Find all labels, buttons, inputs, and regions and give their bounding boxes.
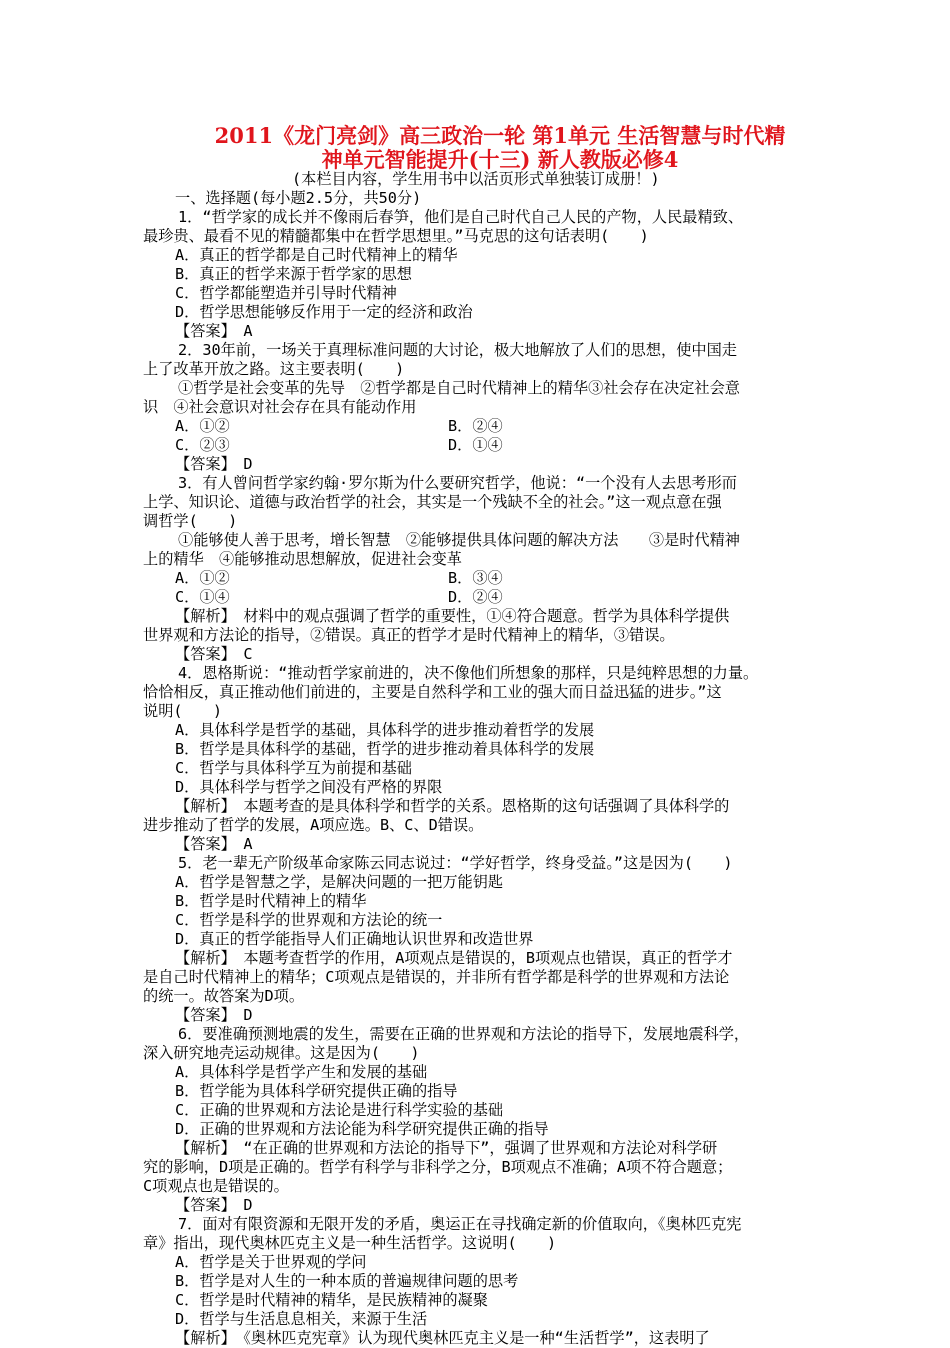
- section-heading: 一、选择题(每小题2.5分，共50分): [175, 189, 422, 207]
- option-d: D．①④: [448, 436, 503, 454]
- option-line: B．哲学是具体科学的基础，哲学的进步推动着具体科学的发展: [175, 740, 595, 758]
- question-6-line: 深入研究地壳运动规律。这是因为( ): [143, 1044, 420, 1062]
- option-line: D．哲学思想能够反作用于一定的经济和政治: [175, 303, 473, 321]
- option-a: A．①②: [175, 569, 230, 587]
- option-line: C．哲学与具体科学互为前提和基础: [175, 759, 412, 777]
- question-2-line: 上了改革开放之路。这主要表明( ): [143, 360, 405, 378]
- option-line: D．哲学与生活息息相关，来源于生活: [175, 1310, 428, 1328]
- analysis-line: 【解析】 材料中的观点强调了哲学的重要性，①④符合题意。哲学为具体科学提供: [175, 607, 730, 625]
- option-line: B．哲学是对人生的一种本质的普遍规律问题的思考: [175, 1272, 519, 1290]
- option-b: B．②④: [448, 417, 503, 435]
- answer-line: 【答案】 C: [175, 645, 253, 663]
- question-2-line: 2．30年前，一场关于真理标准问题的大讨论，极大地解放了人们的思想，使中国走: [178, 341, 737, 359]
- question-3-line: 3．有人曾问哲学家约翰·罗尔斯为什么要研究哲学，他说：“一个没有人去思考形而: [178, 474, 737, 492]
- option-line: B．真正的哲学来源于哲学家的思想: [175, 265, 412, 283]
- analysis-line: 【解析】 本题考查的是具体科学和哲学的关系。恩格斯的这句话强调了具体科学的: [175, 797, 730, 815]
- option-line: D．真正的哲学能指导人们正确地认识世界和改造世界: [175, 930, 534, 948]
- question-3-line: 调哲学( ): [143, 512, 238, 530]
- analysis-line: 进步推动了哲学的发展，A项应选。B、C、D错误。: [143, 816, 484, 834]
- analysis-line: 【解析】 《奥林匹克宪章》认为现代奥林匹克主义是一种“生活哲学”，这表明了: [175, 1329, 710, 1347]
- option-c: C．②③: [175, 436, 230, 454]
- question-4-line: 恰恰相反，真正推动他们前进的，主要是自然科学和工业的强大而日益迅猛的进步。”这: [143, 683, 722, 701]
- answer-line: 【答案】 A: [175, 835, 253, 853]
- option-b: B．③④: [448, 569, 503, 587]
- question-2-line: 识 ④社会意识对社会存在具有能动作用: [143, 398, 417, 416]
- option-line: C．哲学是科学的世界观和方法论的统一: [175, 911, 443, 929]
- question-3-line: 上学、知识论、道德与政治哲学的社会，其实是一个残缺不全的社会。”这一观点意在强: [143, 493, 722, 511]
- option-line: B．哲学能为具体科学研究提供正确的指导: [175, 1082, 458, 1100]
- option-line: C．哲学是时代精神的精华，是民族精神的凝聚: [175, 1291, 488, 1309]
- option-d: D．②④: [448, 588, 503, 606]
- option-line: D．正确的世界观和方法论能为科学研究提供正确的指导: [175, 1120, 549, 1138]
- option-a: A．①②: [175, 417, 230, 435]
- answer-line: 【答案】 A: [175, 322, 253, 340]
- option-line: D．具体科学与哲学之间没有严格的界限: [175, 778, 443, 796]
- question-7-line: 章》指出，现代奥林匹克主义是一种生活哲学。这说明( ): [143, 1234, 557, 1252]
- document-title-line2: 神单元智能提升(十三) 新人教版必修4: [321, 147, 679, 172]
- option-line: C．正确的世界观和方法论是进行科学实验的基础: [175, 1101, 504, 1119]
- analysis-line: 【解析】 “在正确的世界观和方法论的指导下”，强调了世界观和方法论对科学研: [175, 1139, 718, 1157]
- question-2-line: ①哲学是社会变革的先导 ②哲学都是自己时代精神上的精华③社会存在决定社会意: [178, 379, 740, 397]
- answer-line: 【答案】 D: [175, 1196, 253, 1214]
- option-line: A．哲学是智慧之学，是解决问题的一把万能钥匙: [175, 873, 504, 891]
- option-line: A．哲学是关于世界观的学问: [175, 1253, 367, 1271]
- analysis-line: 究的影响，D项是正确的。哲学有科学与非科学之分，B项观点不准确；A项不符合题意；: [143, 1158, 733, 1176]
- analysis-line: 的统一。故答案为D项。: [143, 987, 305, 1005]
- question-5-line: 5．老一辈无产阶级革命家陈云同志说过：“学好哲学，终身受益。”这是因为( ): [178, 854, 733, 872]
- answer-line: 【答案】 D: [175, 1006, 253, 1024]
- binding-note: (本栏目内容，学生用书中以活页形式单独装订成册！): [292, 170, 660, 188]
- option-c: C．①④: [175, 588, 230, 606]
- question-1-line: 1．“哲学家的成长并不像雨后春笋，他们是自己时代自己人民的产物，人民最精致、: [178, 208, 744, 226]
- question-3-line: ①能够使人善于思考，增长智慧 ②能够提供具体问题的解决方法 ③是时代精神: [178, 531, 740, 549]
- option-line: C．哲学都能塑造并引导时代精神: [175, 284, 397, 302]
- option-line: A．具体科学是哲学产生和发展的基础: [175, 1063, 428, 1081]
- analysis-line: 【解析】 本题考查哲学的作用，A项观点是错误的，B项观点也错误，真正的哲学才: [175, 949, 733, 967]
- analysis-line: 世界观和方法论的指导，②错误。真正的哲学才是时代精神上的精华，③错误。: [143, 626, 675, 644]
- answer-line: 【答案】 D: [175, 455, 253, 473]
- question-7-line: 7．面对有限资源和无限开发的矛盾，奥运正在寻找确定新的价值取向，《奥林匹克宪: [178, 1215, 742, 1233]
- question-4-line: 4．恩格斯说：“推动哲学家前进的，决不像他们所想象的那样，只是纯粹思想的力量。: [178, 664, 759, 682]
- question-1-line: 最珍贵、最看不见的精髓都集中在哲学思想里。”马克思的这句话表明( ): [143, 227, 649, 245]
- option-line: B．哲学是时代精神上的精华: [175, 892, 367, 910]
- analysis-line: 是自己时代精神上的精华；C项观点是错误的，并非所有哲学都是科学的世界观和方法论: [143, 968, 730, 986]
- analysis-line: C项观点也是错误的。: [143, 1177, 289, 1195]
- option-line: A．真正的哲学都是自己时代精神上的精华: [175, 246, 458, 264]
- question-4-line: 说明( ): [143, 702, 223, 720]
- question-6-line: 6．要准确预测地震的发生，需要在正确的世界观和方法论的指导下，发展地震科学，: [178, 1025, 750, 1043]
- question-3-line: 上的精华 ④能够推动思想解放，促进社会变革: [143, 550, 462, 568]
- document-title-line1: 2011《龙门亮剑》高三政治一轮 第1单元 生活智慧与时代精: [214, 123, 786, 148]
- option-line: A．具体科学是哲学的基础，具体科学的进步推动着哲学的发展: [175, 721, 595, 739]
